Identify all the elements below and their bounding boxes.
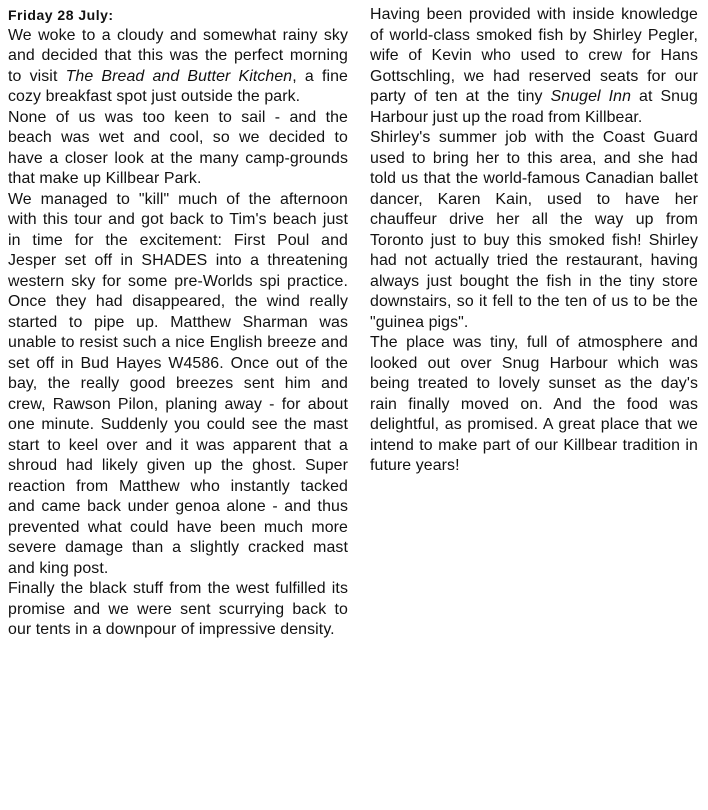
paragraph-smoked-fish (370, 5, 698, 128)
paragraph-dinner: The place was tiny, full of atmosphere and looked out over Snug Harbour which was being treated to lovely sunset as the day's rain finally moved on. And the food was delightful, as promised. A great place that we intend to make part of our Killbear tradition in future years! (370, 334, 698, 474)
paragraph-text: We woke to a cloudy and somewhat rainy sky and decided that this was the perfect morning to visit (8, 26, 348, 85)
date-heading: Friday 28 July: (8, 7, 114, 23)
paragraph-text: Having been provided with inside knowledge of world-class smoked fish by Shirley Pegler, wife of Kevin who used to crew for Hans Gottschling, we had reserved seats for our party of ten at the tiny (370, 6, 698, 105)
paragraph-downpour: Finally the black stuff from the west fulfilled its promise and we were sent scurrying back to our tents in a downpour of impressive density. (8, 580, 348, 638)
left-column (8, 5, 348, 641)
paragraph-text: at Snug Harbour just up the road from Killbear. (370, 88, 698, 126)
restaurant-name: Bread and Butter Kitchen (101, 67, 293, 85)
inn-name: Snugel Inn (550, 88, 632, 105)
paragraph-breakfast (8, 26, 348, 108)
restaurant-name: The (65, 67, 94, 85)
paragraph-campgrounds: None of us was too keen to sail - and the beach was wet and cool, so we decided to have a closer look at the many camp-grounds that make up Killbear Park. (8, 108, 348, 187)
paragraph-shirley: Shirley's summer job with the Coast Guard used to bring her to this area, and she had told us that the world-famous Canadian ballet dancer, Karen Kain, used to have her chauffeur drive her all the way up from Toronto just to buy this smoked fish! Shirley had not actually tried the restaurant, having always just bought the fish in the tiny store downstairs, so it fell to the ten of us to be the "guinea pigs". (370, 129, 698, 331)
paragraph-afternoon: We managed to "kill" much of the afternoon with this tour and got back to Tim's beach just in time for the excitement: First Poul and Jesper set off in SHADES into a threatening western sky for some pre-Worlds spi practice. Once they had disappeared, the wind really started to pipe up. Matthew Sharman was unable to resist such a nice English breeze and set off in Bud Hayes W4586. Once out of the bay, the really good breezes sent him and crew, Rawson Pilon, planing away - for about one minute. Suddenly you could see the mast start to keel over and it was apparent that a shroud had likely given up the ghost. Super reaction from Matthew who instantly tacked and came back under genoa alone - and thus prevented what could have been much more severe damage than a slightly cracked mast and king post. (8, 190, 348, 577)
paragraph-text: , a fine cozy breakfast spot just outside the park. (8, 67, 348, 105)
right-column (370, 5, 698, 477)
